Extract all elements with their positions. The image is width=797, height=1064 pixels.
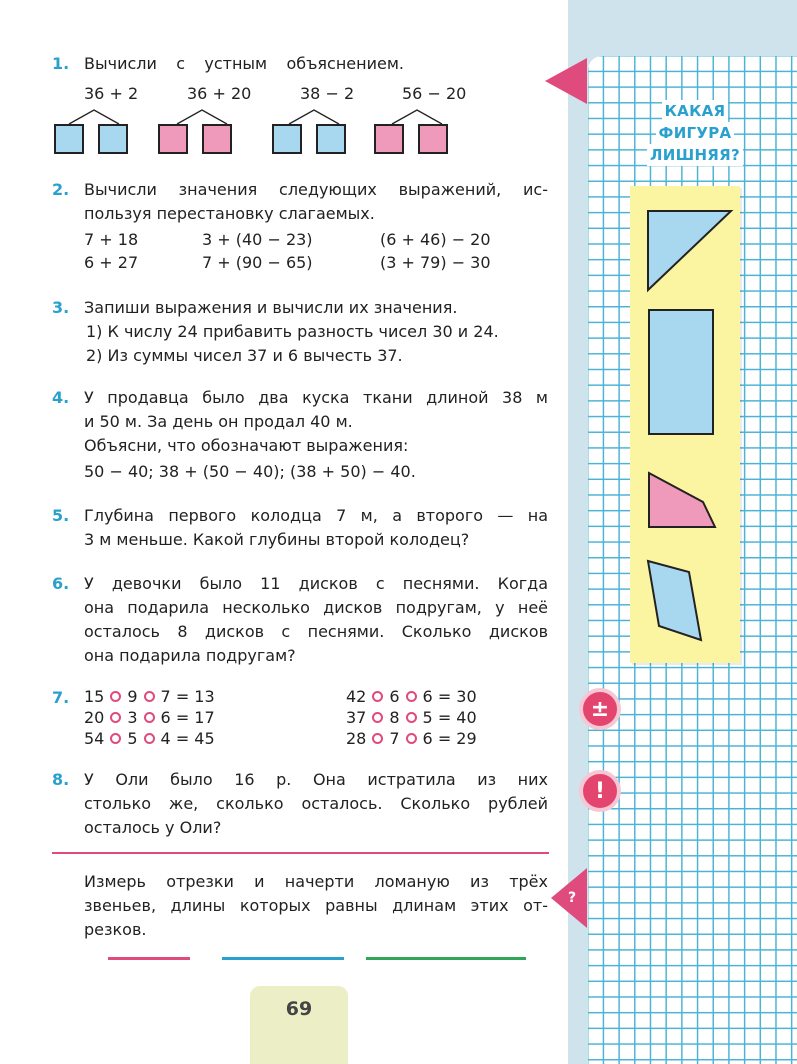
- answer-box: [272, 124, 302, 154]
- task-text: [84, 572, 548, 668]
- equation-row: [84, 707, 215, 728]
- operand: 6 = 29: [422, 729, 477, 748]
- task-line: Объясни, что обозначают выражения:: [84, 436, 409, 455]
- task-text: [84, 178, 548, 226]
- task-line: она подарила несколько дисков подругам, у неё: [84, 598, 548, 617]
- empty-circle-icon: [110, 712, 121, 723]
- answer-box: [54, 124, 84, 154]
- expression: 56 − 20: [402, 84, 467, 103]
- task-line: 3 м меньше. Какой глубины второй колодец?: [84, 530, 470, 549]
- task-line: 50 − 40; 38 + (50 − 40); (38 + 50) − 40.: [84, 462, 416, 481]
- segment-green: [366, 957, 526, 960]
- operand: 42: [346, 687, 367, 706]
- operand: 6 = 30: [422, 687, 477, 706]
- parallelogram-shape: [645, 558, 705, 644]
- task-line: Запиши выражения и вычисли их значения.: [84, 298, 458, 317]
- task-line: осталось 8 дисков с песнями. Сколько дисков: [84, 622, 548, 641]
- task-text: [84, 52, 404, 76]
- pink-marker-icon: [545, 58, 587, 104]
- task-text: [84, 386, 548, 484]
- operand: 3: [127, 708, 138, 727]
- section-divider: [52, 852, 549, 854]
- empty-circle-icon: [406, 691, 417, 702]
- operand: 8: [389, 708, 400, 727]
- operand: 28: [346, 729, 367, 748]
- task-number: 4.: [52, 388, 70, 407]
- empty-circle-icon: [406, 712, 417, 723]
- task-text: [84, 296, 548, 368]
- expression: 7 + 18: [84, 230, 139, 249]
- grid-title: [600, 100, 790, 166]
- task-line: У девочки было 11 дисков с песнями. Когда: [84, 574, 548, 593]
- operand: 6: [389, 687, 400, 706]
- answer-box: [158, 124, 188, 154]
- empty-circle-icon: [144, 712, 155, 723]
- empty-circle-icon: [110, 691, 121, 702]
- task-line: У Оли было 16 р. Она истратила из них: [84, 770, 548, 789]
- task-line: она подарила подругам?: [84, 646, 296, 665]
- empty-circle-icon: [372, 733, 383, 744]
- task-line: У продавца было два куска ткани длиной 38 м: [84, 388, 548, 407]
- task-line: Вычисли с устным объяснением.: [84, 54, 404, 73]
- exclamation-icon: !: [579, 770, 621, 812]
- task-line: резков.: [84, 920, 147, 939]
- task-number: 6.: [52, 574, 70, 593]
- plus-minus-icon: ±: [579, 688, 621, 730]
- page-number: 69: [250, 986, 348, 1064]
- grid-title-line: ФИГУРА: [656, 122, 735, 144]
- equation-row: [84, 686, 215, 707]
- circle-equations-right: [346, 686, 477, 749]
- empty-circle-icon: [144, 691, 155, 702]
- empty-circle-icon: [406, 733, 417, 744]
- expression: 6 + 27: [84, 253, 139, 272]
- expression: (3 + 79) − 30: [380, 253, 491, 272]
- trapezoid-shape: [647, 470, 719, 530]
- task-line: Глубина первого колодца 7 м, а второго — на: [84, 506, 548, 525]
- segment-pink: [108, 957, 190, 960]
- operand: 37: [346, 708, 367, 727]
- operand: 7 = 13: [160, 687, 215, 706]
- operand: 15: [84, 687, 105, 706]
- task-number: 8.: [52, 770, 70, 789]
- expression: 7 + (90 − 65): [202, 253, 313, 272]
- expression: (6 + 46) − 20: [380, 230, 491, 249]
- operand: 5: [127, 729, 138, 748]
- empty-circle-icon: [372, 691, 383, 702]
- task-number: 1.: [52, 54, 70, 73]
- task-number: 7.: [52, 688, 70, 707]
- segment-blue: [222, 957, 344, 960]
- empty-circle-icon: [110, 733, 121, 744]
- task-line: 1) К числу 24 прибавить разность чисел 30 и 24.: [86, 322, 499, 341]
- operand: 6 = 17: [160, 708, 215, 727]
- task-line: столько же, сколько осталось. Сколько рублей: [84, 794, 548, 813]
- equation-row: [346, 728, 477, 749]
- answer-box: [418, 124, 448, 154]
- circle-equations-left: [84, 686, 215, 749]
- operand: 54: [84, 729, 105, 748]
- triangle-shape: [645, 208, 735, 294]
- grid-title-line: КАКАЯ: [662, 100, 729, 122]
- expression: 3 + (40 − 23): [202, 230, 313, 249]
- extra-task-text: [84, 870, 548, 942]
- task-line: Измерь отрезки и начерти ломаную из трёх: [84, 872, 548, 891]
- expression: 38 − 2: [300, 84, 355, 103]
- task-number: 3.: [52, 298, 70, 317]
- rectangle-shape: [647, 308, 717, 438]
- answer-box: [98, 124, 128, 154]
- answer-box: [202, 124, 232, 154]
- task-number: 5.: [52, 506, 70, 525]
- operand: 4 = 45: [160, 729, 215, 748]
- operand: 20: [84, 708, 105, 727]
- task-line: 2) Из суммы чисел 37 и 6 вычесть 37.: [86, 346, 403, 365]
- empty-circle-icon: [144, 733, 155, 744]
- operand: 5 = 40: [422, 708, 477, 727]
- equation-row: [346, 707, 477, 728]
- answer-box: [316, 124, 346, 154]
- task-line: осталось у Оли?: [84, 818, 222, 837]
- grid-title-line: ЛИШНЯЯ?: [647, 144, 743, 166]
- operand: 7: [389, 729, 400, 748]
- answer-box: [374, 124, 404, 154]
- equation-row: [346, 686, 477, 707]
- task-line: и 50 м. За день он продал 40 м.: [84, 412, 353, 431]
- task-number: 2.: [52, 180, 70, 199]
- task-text: [84, 504, 548, 552]
- expression: 36 + 2: [84, 84, 139, 103]
- task-text: [84, 768, 548, 840]
- task-line: звеньев, длины которых равны длинам этих от-: [84, 896, 548, 915]
- equation-row: [84, 728, 215, 749]
- task-line: пользуя перестановку слагаемых.: [84, 204, 375, 223]
- question-icon: ?: [568, 890, 577, 906]
- operand: 9: [127, 687, 138, 706]
- empty-circle-icon: [372, 712, 383, 723]
- task-line: Вычисли значения следующих выражений, ис-: [84, 180, 548, 199]
- expression: 36 + 20: [187, 84, 252, 103]
